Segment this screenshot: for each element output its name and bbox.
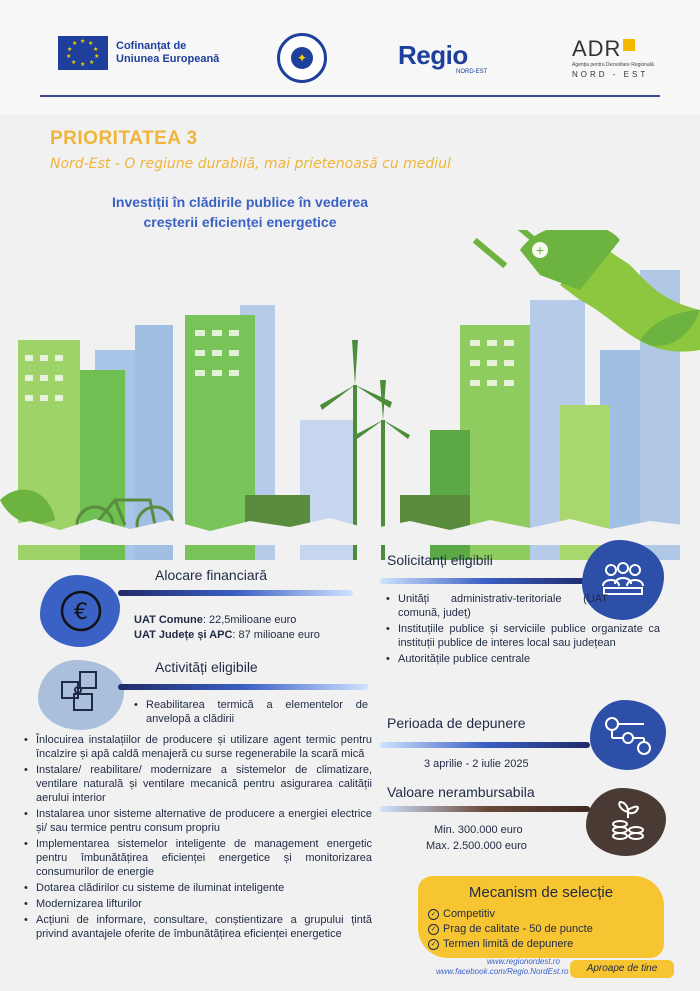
activity-item: • Instalare/ reabilitare/ modernizare a sistemelor de climatizare, ventilare naturală și ventilare mecanică pentru asigurarea calității aerului interior: [22, 763, 372, 805]
activities-bar: [118, 684, 368, 690]
eu-text-line2: Uniunea Europeană: [116, 53, 220, 65]
allocation-comune-label: UAT Comune: [134, 614, 203, 626]
applicants-list: [384, 592, 660, 668]
activity-item: • Dotarea clădirilor cu sisteme de iluminat inteligente: [22, 881, 372, 895]
eu-flag-icon: ★ ★ ★ ★ ★ ★ ★ ★ ★ ★: [58, 36, 108, 70]
check-circle-icon: ✓: [428, 924, 439, 935]
government-logo: [277, 33, 327, 83]
allocation-comune: [134, 613, 296, 627]
allocation-bar: [118, 590, 353, 596]
website-link[interactable]: www.regionordest.ro: [487, 957, 560, 966]
torn-paper-edge: [0, 515, 700, 545]
activity-item: • Implementarea sistemelor inteligente de management energetic pentru îmbunătățirea eficienței energetice și monitorizarea consumurilor de energie: [22, 837, 372, 879]
svg-text:€: €: [74, 600, 88, 625]
allocation-title: Alocare financiară: [155, 567, 268, 583]
investment-heading-line1: Investiții în clădirile publice în vederea: [112, 194, 368, 210]
activities-list-full: [22, 733, 372, 943]
regio-logo: [398, 40, 487, 75]
regio-logo-sub: NORD-EST: [456, 69, 488, 75]
period-bar: [380, 742, 590, 748]
priority-title: PRIORITATEA 3: [50, 128, 198, 149]
allocation-judete: [134, 628, 320, 642]
activities-title: Activități eligibile: [155, 659, 258, 675]
allocation-comune-value: : 22,5milioane euro: [202, 614, 297, 626]
adr-square-icon: [623, 39, 635, 51]
period-value: 3 aprilie - 2 iulie 2025: [424, 758, 529, 770]
selection-item-label: Termen limită de depunere: [443, 938, 574, 950]
activity-item: • Acțiuni de informare, consultare, conștientizare a grupului țintă privind avantajele oferite de îmbunătățirea eficienței energetice: [22, 913, 372, 941]
svg-text:+: +: [535, 242, 545, 258]
selection-item-label: Prag de calitate - 50 de puncte: [443, 923, 593, 935]
value-title: Valoare nerambursabila: [387, 784, 535, 800]
facebook-link[interactable]: www.facebook.com/Regio.NordEst.ro: [436, 967, 569, 976]
eu-text-line1: Cofinanțat de: [116, 40, 187, 52]
investment-heading-line2: creșterii eficienței energetice: [143, 214, 337, 230]
value-min: Min. 300.000 euro: [434, 824, 523, 836]
applicant-item: • Autoritățile publice centrale: [384, 652, 660, 666]
money-plant-icon: [608, 800, 648, 842]
activities-list: [132, 698, 368, 728]
adr-logo-sub: Agenția pentru Dezvoltare Regională: [572, 62, 654, 68]
selection-item: [428, 907, 593, 922]
eagle-icon: ✦: [291, 47, 313, 69]
adr-logo: [572, 36, 654, 79]
priority-subtitle: Nord-Est - O regiune durabilă, mai prietenoasă cu mediul: [50, 156, 451, 172]
adr-logo-text: ADR: [572, 36, 622, 61]
value-bar: [380, 806, 590, 812]
activity-item: • Înlocuirea instalațiilor de producere și utilizare agent termic pentru încalzire și apă caldă menajeră cu surse regenerabile la scară mică: [22, 733, 372, 761]
selection-mechanism-box: [418, 876, 664, 958]
selection-item: [428, 922, 593, 937]
applicants-title: Solicitanți eligibili: [387, 552, 493, 568]
value-max: Max. 2.500.000 euro: [426, 840, 527, 852]
selection-mechanism-list: [428, 907, 593, 952]
check-circle-icon: ✓: [428, 939, 439, 950]
slogan-badge: Aproape de tine: [570, 960, 674, 978]
header-divider: [40, 95, 660, 97]
applicants-bar: [380, 578, 590, 584]
puzzle-icon: [58, 668, 104, 714]
applicant-item: • Unități administrativ-teritoriale (UAT comună, județ): [384, 592, 608, 620]
selection-item: [428, 937, 593, 952]
selection-item-label: Competitiv: [443, 908, 495, 920]
investment-heading: [80, 192, 400, 232]
adr-logo-region: NORD - EST: [572, 70, 649, 79]
activity-item: • Reabilitarea termică a elementelor de anvelopă a clădirii: [132, 698, 368, 726]
selection-mechanism-title: Mecanism de selecție: [468, 884, 614, 901]
green-city-illustration: [0, 230, 700, 560]
allocation-judete-value: : 87 milioane euro: [232, 629, 320, 641]
euro-icon: [58, 588, 104, 634]
activity-item: • Modernizarea lifturilor: [22, 897, 372, 911]
applicant-item: • Instituțiile publice și serviciile publice organizate ca instituții publice de interes local sau județean: [384, 622, 660, 650]
period-title: Perioada de depunere: [387, 715, 526, 731]
regio-logo-text: Regio: [398, 40, 468, 70]
allocation-judete-label: UAT Județe și APC: [134, 629, 233, 641]
eu-logo: [58, 36, 219, 70]
activity-item: • Instalarea unor sisteme alternative de producere a energiei electrice și/ sau termice pentru consum propriu: [22, 807, 372, 835]
check-circle-icon: ✓: [428, 909, 439, 920]
workflow-icon: [604, 716, 652, 756]
